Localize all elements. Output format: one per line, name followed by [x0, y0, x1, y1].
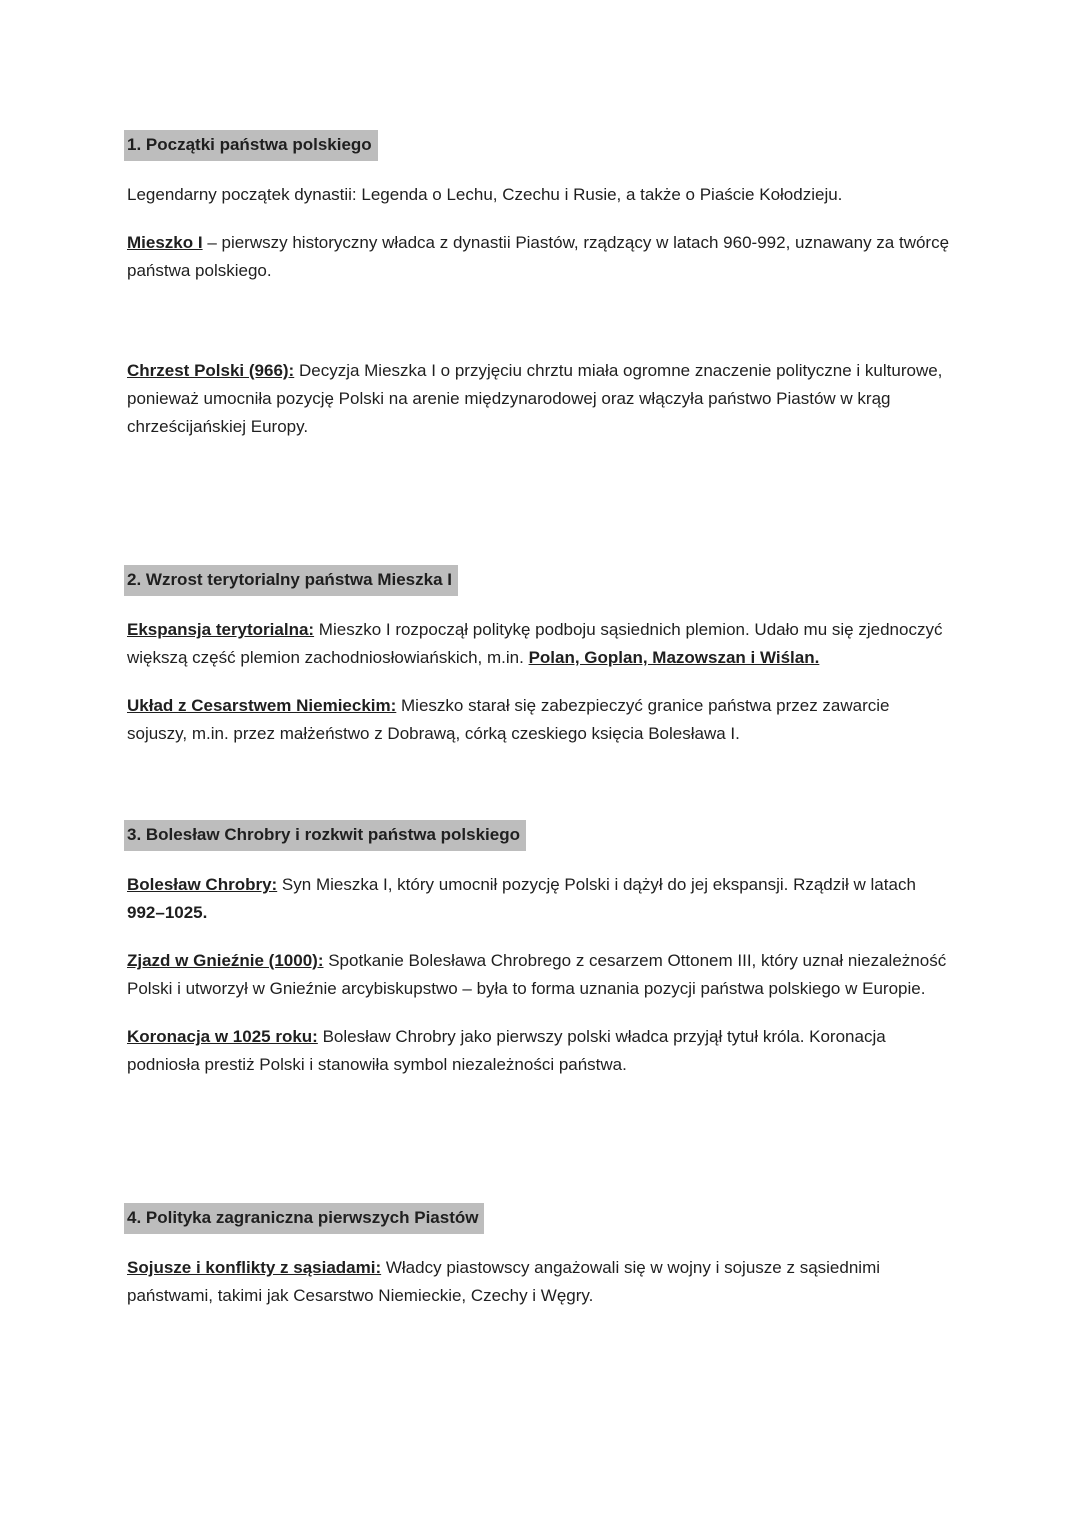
paragraph-lead-text: Koronacja w 1025 roku: [127, 1027, 318, 1046]
paragraph [127, 616, 950, 672]
paragraph [127, 357, 950, 441]
blank-line [127, 513, 950, 565]
section-heading [127, 820, 950, 851]
paragraph [127, 1254, 950, 1310]
blank-line [127, 461, 950, 513]
blank-line [127, 305, 950, 357]
paragraph-lead-text: Ekspansja terytorialna: [127, 620, 315, 639]
paragraph-lead-text: Układ z Cesarstwem Niemieckim: [127, 696, 397, 715]
paragraph-text: – pierwszy historyczny władca z dynastii Piastów, rządzący w latach 960-992, uznawany za twórcę państwa polskiego. [127, 233, 950, 280]
blank-line [127, 1099, 950, 1151]
section-heading-text: 3. Bolesław Chrobry i rozkwit państwa polskiego [124, 820, 526, 851]
paragraph-lead-text: Mieszko I [127, 233, 203, 252]
paragraph [127, 692, 950, 748]
section-heading [127, 565, 950, 596]
paragraph-lead-text: 992–1025. [127, 903, 208, 922]
section-heading-text: 1. Początki państwa polskiego [124, 130, 378, 161]
paragraph-text: Decyzja Mieszka I o przyjęciu chrztu miała ogromne znaczenie polityczne i kulturowe, ponieważ umocniła pozycję Polski na arenie międzynarodowej oraz włączyła państwo Piastów w krąg chrześcijańskiej Europy. [127, 361, 943, 436]
document-body [127, 130, 950, 1310]
blank-line [127, 1151, 950, 1203]
paragraph-text: Spotkanie Bolesława Chrobrego z cesarzem Ottonem III, który uznał niezależność Polski i utworzył w Gnieźnie arcybiskupstwo – była to forma uznania pozycji państwa polskiego w Europie. [127, 951, 947, 998]
paragraph-lead-text: Polan, Goplan, Mazowszan i Wiślan. [528, 648, 820, 667]
paragraph-text: Bolesław Chrobry jako pierwszy polski władca przyjął tytuł króla. Koronacja podniosła prestiż Polski i stanowiła symbol niezależności państwa. [127, 1027, 886, 1074]
paragraph-text: Syn Mieszka I, który umocnił pozycję Polski i dążył do jej ekspansji. Rządził w latach [277, 875, 916, 894]
paragraph-lead-text: Bolesław Chrobry: [127, 875, 278, 894]
section-heading-text: 2. Wzrost terytorialny państwa Mieszka I [124, 565, 458, 596]
paragraph [127, 229, 950, 285]
paragraph [127, 181, 950, 209]
paragraph-lead-text: Chrzest Polski (966): [127, 361, 295, 380]
paragraph [127, 871, 950, 927]
section-heading [127, 130, 950, 161]
paragraph-lead-text: Sojusze i konflikty z sąsiadami: [127, 1258, 382, 1277]
paragraph-lead-text: Zjazd w Gnieźnie (1000): [127, 951, 324, 970]
paragraph-text: Władcy piastowscy angażowali się w wojny i sojusze z sąsiednimi państwami, takimi jak Cesarstwo Niemieckie, Czechy i Węgry. [127, 1258, 881, 1305]
paragraph [127, 1023, 950, 1079]
section-heading [127, 1203, 950, 1234]
paragraph [127, 947, 950, 1003]
section-heading-text: 4. Polityka zagraniczna pierwszych Piastów [124, 1203, 484, 1234]
blank-line [127, 768, 950, 820]
paragraph-text: Mieszko starał się zabezpieczyć granice państwa przez zawarcie sojuszy, m.in. przez małżeństwo z Dobrawą, córką czeskiego księcia Bolesława I. [127, 696, 890, 743]
paragraph-text: Mieszko I rozpoczął politykę podboju sąsiednich plemion. Udało mu się zjednoczyć większą część plemion zachodniosłowiańskich, m.in. [127, 620, 943, 667]
paragraph-text: Legendarny początek dynastii: Legenda o Lechu, Czechu i Rusie, a także o Piaście Kołodzieju. [127, 185, 843, 204]
